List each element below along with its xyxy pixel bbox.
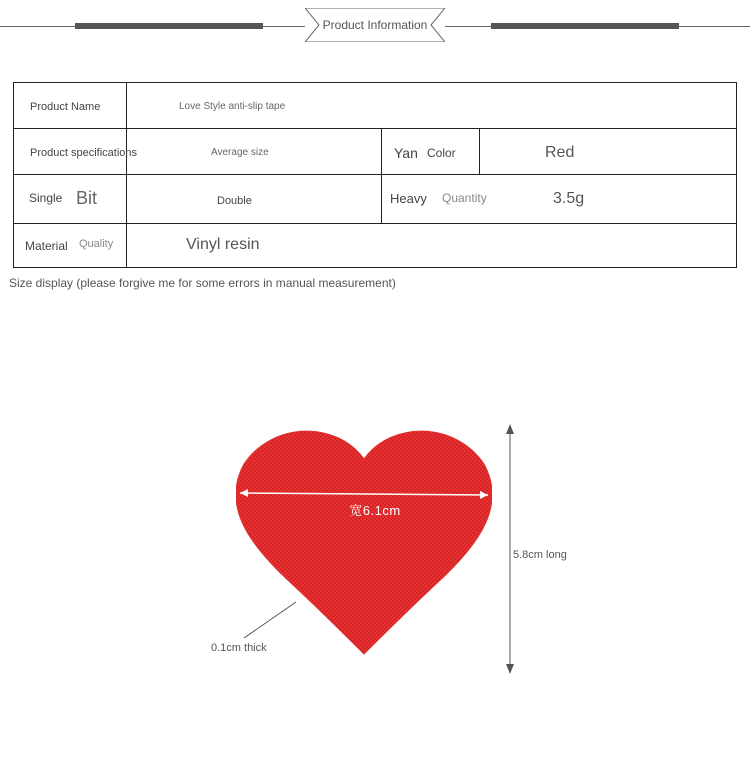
unit-label-2: Bit (76, 188, 98, 208)
material-label-2: Quality (79, 238, 114, 250)
row-divider (14, 128, 736, 129)
color-label-2: Color (427, 146, 456, 160)
header-bar-left (75, 23, 263, 29)
dimension-lines (0, 300, 750, 766)
size-figure (0, 300, 750, 766)
section-header (0, 0, 750, 50)
col-divider (381, 128, 382, 224)
spec-label: Product specifications (30, 147, 137, 159)
material-value: Vinyl resin (186, 236, 260, 253)
product-name-label: Product Name (30, 101, 101, 113)
unit-label-1: Single (29, 191, 63, 205)
col-divider (479, 128, 480, 175)
header-bar-right (491, 23, 679, 29)
length-label: 5.8cm long (513, 549, 567, 561)
thickness-label: 0.1cm thick (211, 642, 267, 654)
header-badge (305, 8, 445, 42)
weight-value: 3.5g (553, 190, 585, 207)
spec-value: Average size (211, 147, 269, 158)
color-label-1: Yan (394, 145, 418, 161)
weight-label-1: Heavy (390, 191, 427, 206)
width-label: 宽6.1cm (349, 503, 401, 518)
header-title: Product Information (322, 18, 428, 32)
spec-table (13, 82, 737, 268)
weight-label-2: Quantity (442, 191, 487, 205)
row-divider (14, 174, 736, 175)
size-caption: Size display (please forgive me for some errors in manual measurement) (9, 276, 396, 290)
color-value: Red (545, 144, 575, 161)
product-name-value: Love Style anti-slip tape (179, 101, 286, 112)
row-divider (14, 223, 736, 224)
unit-value: Double (217, 195, 252, 207)
col-divider (126, 83, 127, 268)
material-label-1: Material (25, 239, 68, 253)
